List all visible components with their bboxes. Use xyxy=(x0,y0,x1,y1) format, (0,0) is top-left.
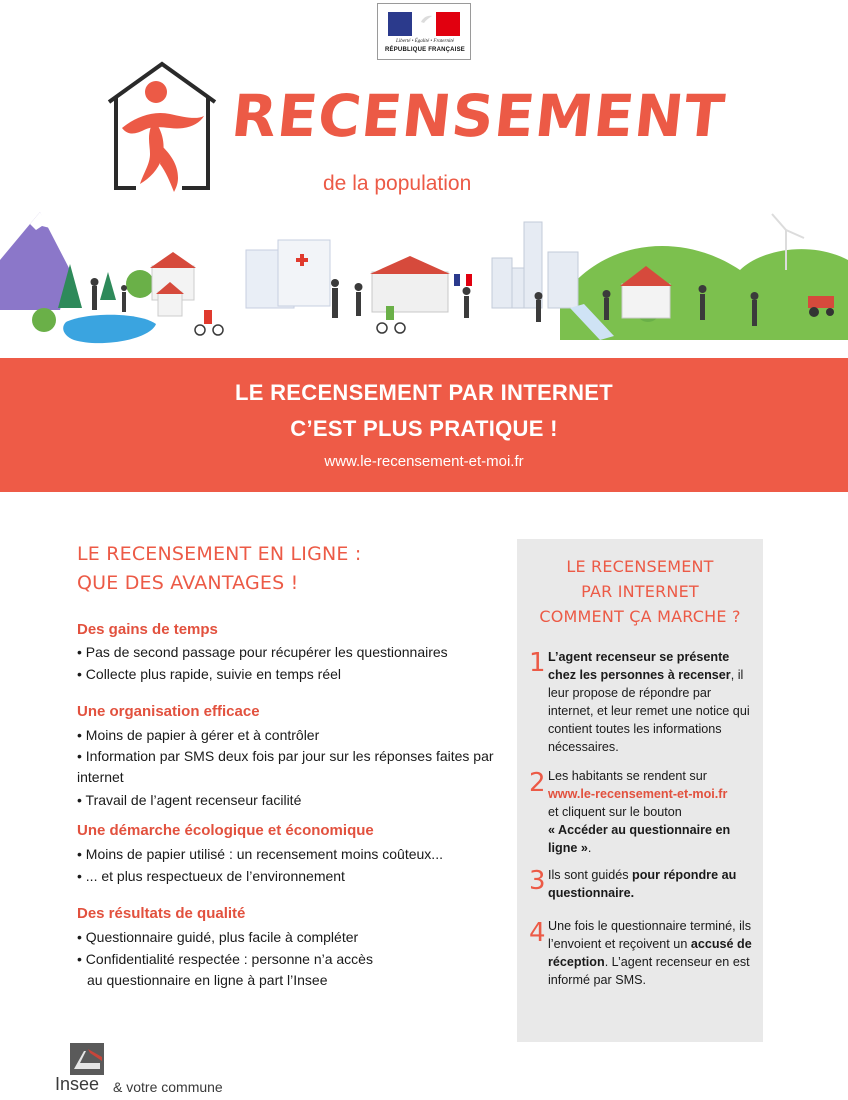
tower xyxy=(492,258,512,308)
bullet-item: • Collecte plus rapide, suivie en temps réel xyxy=(77,666,342,682)
insee-logo-icon xyxy=(70,1043,104,1075)
banner-headline-line2: C’EST PLUS PRATIQUE ! xyxy=(290,416,558,441)
town-hall xyxy=(372,272,448,312)
step-number: 1 xyxy=(529,648,546,678)
republique-label: RÉPUBLIQUE FRANÇAISE xyxy=(384,47,465,53)
step-3-text: Ils sont guidés pour répondre au questionnaire. xyxy=(548,868,737,900)
panel-title-line1: LE RECENSEMENT xyxy=(566,557,714,576)
title-recensement: RECENSEMENT xyxy=(228,82,729,150)
banner-website-link[interactable]: www.le-recensement-et-moi.fr xyxy=(324,453,524,470)
step-1-text: L’agent recenseur se présente chez les personnes à recenser, il leur propose de répondre par internet, et leur remet une notice qui contient toutes les informations nécessaires. xyxy=(548,650,750,754)
bullet-item: • Travail de l’agent recenseur facilité xyxy=(77,792,302,808)
tractor xyxy=(808,296,834,308)
advantages-title: LE RECENSEMENT EN LIGNE : QUE DES AVANTAGES ! xyxy=(77,543,362,594)
questionnaire-button-label: « Accéder au questionnaire en ligne » xyxy=(548,823,731,855)
step-number: 3 xyxy=(529,866,546,896)
step-2-website-link[interactable]: www.le-recensement-et-moi.fr xyxy=(548,787,728,801)
step-2-text: Les habitants se rendent sur www.le-recensement-et-moi.fr et cliquent sur le bouton « Accéder au questionnaire en ligne ». xyxy=(548,767,756,857)
insee-brand: Insee xyxy=(55,1074,100,1094)
section-heading-ecology: Une démarche écologique et économique xyxy=(77,822,374,839)
step-number: 2 xyxy=(529,768,546,798)
banner-headline-line1: LE RECENSEMENT PAR INTERNET xyxy=(234,380,614,405)
bullet-item: • ... et plus respectueux de l’environnement xyxy=(77,868,345,884)
bullet-item: • Confidentialité respectée : personne n’a accès xyxy=(77,951,373,967)
census-house-logo-icon xyxy=(104,60,220,194)
tree xyxy=(126,270,154,298)
tree xyxy=(32,308,56,332)
republique-francaise-logo xyxy=(377,3,471,60)
bullet-item: • Information par SMS deux fois par jour sur les réponses faites par internet xyxy=(77,748,494,785)
bullet-item: • Pas de second passage pour récupérer les questionnaires xyxy=(77,644,448,660)
subtitle-population: de la population xyxy=(323,172,472,195)
section-heading-time: Des gains de temps xyxy=(77,621,218,638)
hospital xyxy=(278,240,330,306)
bullet-item: • Moins de papier utilisé : un recensement moins coûteux... xyxy=(77,846,443,862)
insee-tagline: & votre commune xyxy=(113,1079,223,1095)
motto: Liberté • Égalité • Fraternité xyxy=(396,39,454,44)
village-landscape-illustration xyxy=(0,200,848,360)
panel-title-line3: COMMENT ÇA MARCHE ? xyxy=(539,607,741,626)
marianne-profile-icon xyxy=(409,12,441,36)
bullet-item: • Questionnaire guidé, plus facile à compléter xyxy=(77,929,359,945)
bullet-item-continuation: au questionnaire en ligne à part l’Insee xyxy=(87,972,328,988)
panel-title-line2: PAR INTERNET xyxy=(581,582,699,601)
bullet-item: • Moins de papier à gérer et à contrôler xyxy=(77,727,320,743)
section-heading-organisation: Une organisation efficace xyxy=(77,703,260,720)
section-heading-quality: Des résultats de qualité xyxy=(77,905,246,922)
step-number: 4 xyxy=(529,918,546,948)
step-4-text: Une fois le questionnaire terminé, ils l’envoient et reçoivent un accusé de réception. L’agent recenseur en est informé par SMS. xyxy=(548,919,752,987)
